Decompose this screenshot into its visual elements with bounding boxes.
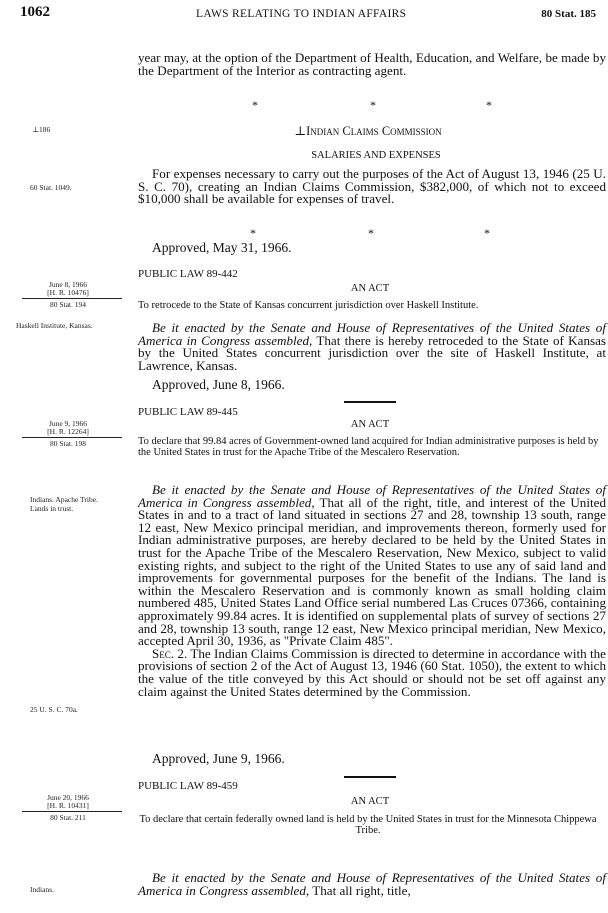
section-stars: * (368, 226, 374, 240)
pl445-label: PUBLIC LAW 89-445 (138, 406, 238, 418)
pl459-an-act: AN ACT (350, 796, 390, 807)
pl459-body: Be it enacted by the Senate and House of Representatives of the United States of America in Congress assembled, That all right, title, (138, 870, 606, 898)
pl445-stat: 80 Stat. 198 (49, 439, 87, 448)
page-number: 1062 (20, 4, 50, 20)
pl442-hr: [H. R. 10476] (47, 288, 89, 297)
margin-ref-60stat: 60 Stat. 1049. (30, 183, 72, 192)
section-divider (344, 401, 396, 403)
margin-indians: Indians. (30, 885, 54, 894)
pl442-stat: 80 Stat. 194 (49, 300, 87, 309)
pl442-label: PUBLIC LAW 89-442 (138, 268, 238, 280)
pl442-date: June 8, 1966 (48, 280, 88, 289)
pl445-date: June 9, 1966 (48, 419, 88, 428)
section-stars: * (252, 98, 258, 112)
section-divider (344, 776, 396, 778)
section-stars: * (250, 226, 256, 240)
running-stat: 80 Stat. 185 (541, 8, 596, 20)
margin-indians-apache: Indians. Apache Tribe. Lands in trust. (30, 495, 98, 513)
pl445-an-act: AN ACT (350, 419, 390, 430)
pl459-purpose: To declare that certain federally owned land is held by the United States in trust for the Minnesota Chippewa Tribe. (139, 814, 597, 836)
pl442-body: Be it enacted by the Senate and House of Representatives of the United States of America in Congress assembled, That there is hereby retroceded to the State of Kansas by the United States concurrent jurisdiction over the site of Haskell Institute, at Lawrence, Kansas. (138, 320, 606, 373)
pl442-approved: Approved, June 8, 1966. (152, 377, 285, 392)
margin-ref-186: ⊥186 (32, 125, 51, 134)
icc-approved: Approved, May 31, 1966. (152, 240, 292, 255)
pl459-stat: 80 Stat. 211 (50, 813, 86, 822)
pl445-purpose: To declare that 99.84 acres of Government-owned land acquired for Indian administrative purposes is held by the United States in trust for the Apache Tribe of the Mescalero Reservation. (138, 436, 599, 458)
top-paragraph: year may, at the option of the Department of Health, Education, and Welfare, be made by the Department of the Interior as contracting agent. (138, 50, 606, 78)
icc-subheading: SALARIES AND EXPENSES (311, 150, 441, 161)
pl445-hr: [H. R. 12264] (47, 427, 89, 436)
margin-haskell: Haskell Institute, Kansas. (16, 321, 93, 330)
icc-body: For expenses necessary to carry out the purposes of the Act of August 13, 1946 (25 U. S. C. 70), creating an Indian Claims Commission, $382,000, of which not to exceed $10,000 shall be available for expenses of travel. (138, 166, 606, 207)
pl459-label: PUBLIC LAW 89-459 (138, 780, 238, 792)
pl442-an-act: AN ACT (350, 283, 390, 294)
section-stars: * (370, 98, 376, 112)
pl459-date: June 20, 1966 (47, 793, 89, 802)
margin-rule (22, 437, 122, 438)
pl442-purpose: To retrocede to the State of Kansas concurrent jurisdiction over Haskell Institute. (138, 300, 479, 311)
pl445-body: Be it enacted by the Senate and House of Representatives of the United States of America in Congress assembled, That all of the right, title, and interest of the United States in and to a tract of land situated in sections 27 and 28, township 13 south, range 12 east, New Mexico principal meridian, and improvements thereon, formerly used for Indian administrative purposes, are hereby declared to be held by the United States in trust for the Apache Tribe of the Mescalero Reservation, New Mexico, subject to valid existing rights, and subject to the right of the United States to use any of said land and improvements for governmental purposes for the benefit of the Indians. The land is within the Mescalero Reservation and is commonly known as small holding claim numbered 485, United States Land Office serial numbered Las Cruces 07366, containing approximately 99.84 acres. It is identified on supplemental plats of survey of sections 27 and 28, township 13 south, range 12 east, New Mexico principal meridian, New Mexico, accepted April 30, 1936, as "Private Claim 485". Sec. 2. The Indian Claims Commission is directed to determine in accordance with the provisions of section 2 of the Act of August 13, 1946 (60 Stat. 1050), the extent to which the value of the title conveyed by this Act should or should not be set off against any claim against the United States determined by the Commission. (138, 482, 606, 699)
pl459-hr: [H. R. 10431] (47, 801, 89, 810)
section-stars: * (484, 226, 490, 240)
running-title: LAWS RELATING TO INDIAN AFFAIRS (196, 8, 407, 20)
margin-usc70a: 25 U. S. C. 70a. (30, 705, 78, 714)
section-stars: * (486, 98, 492, 112)
pl445-approved: Approved, June 9, 1966. (152, 751, 285, 766)
margin-rule (22, 811, 122, 812)
margin-rule (22, 298, 122, 299)
icc-heading: ⊥Indian Claims Commission (294, 124, 442, 138)
